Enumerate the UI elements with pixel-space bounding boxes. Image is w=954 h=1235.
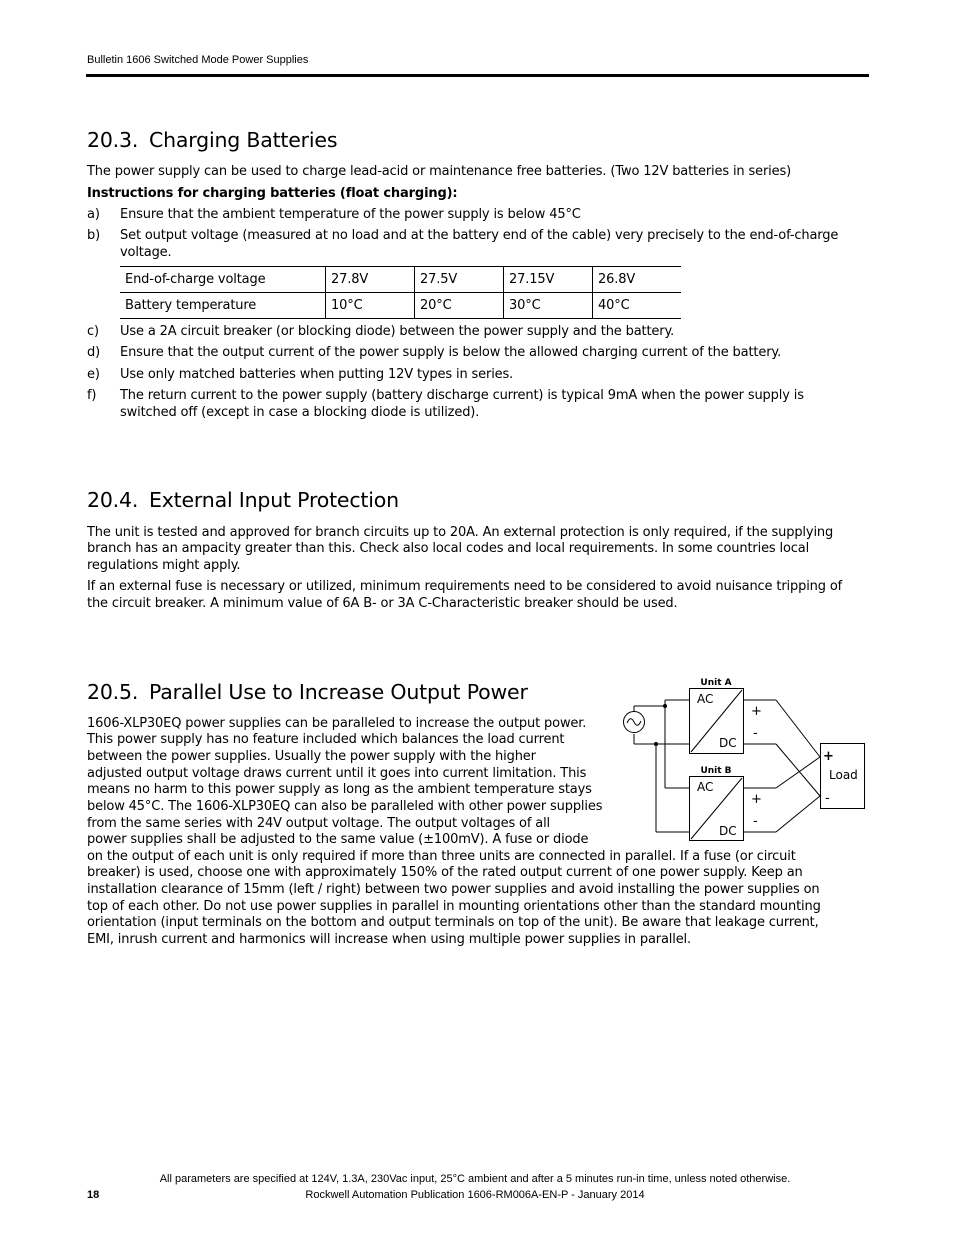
paragraph-line: below 45°C. The 1606-XLP30EQ can also be paralleled with other power supplies: [87, 799, 603, 814]
unit-a-ac-label: AC: [697, 692, 714, 706]
list-marker: f): [87, 388, 97, 403]
list-marker: d): [87, 345, 101, 360]
list-item: [87, 206, 867, 223]
list-marker: b): [87, 228, 101, 243]
list-item: [87, 227, 867, 261]
list-item: [87, 344, 867, 361]
section-title: External Input Protection: [149, 488, 399, 512]
paragraph-line: 1606-XLP30EQ power supplies can be paralleled to increase the output power.: [87, 716, 587, 731]
table-cell: 20°C: [415, 293, 504, 319]
list-item: [87, 323, 867, 340]
table-cell: 27.15V: [504, 267, 593, 293]
table-cell: 27.5V: [415, 267, 504, 293]
table-cell: 40°C: [593, 293, 682, 319]
unit-b-minus-label: -: [753, 814, 758, 829]
list-text: Use only matched batteries when putting 12V types in series.: [120, 367, 514, 382]
list-text: Set output voltage (measured at no load and at the battery end of the cable) very precisely to the end-of-charge: [120, 228, 839, 243]
paragraph-line: the circuit breaker. A minimum value of 6A B- or 3A C-Characteristic breaker should be used.: [87, 596, 678, 611]
list-marker: c): [87, 324, 99, 339]
section-number: 20.3.: [87, 128, 139, 152]
table-cell: 30°C: [504, 293, 593, 319]
paragraph-line: The unit is tested and approved for branch circuits up to 20A. An external protection is only required, if the supplying: [87, 525, 834, 540]
list-marker: a): [87, 207, 100, 222]
paragraph-line: from the same series with 24V output voltage. The output voltages of all: [87, 816, 550, 831]
unit-a-label: Unit A: [700, 678, 732, 688]
unit-a-minus-label: -: [753, 726, 758, 741]
unit-a-plus-label: +: [751, 704, 762, 719]
list-text: Use a 2A circuit breaker (or blocking diode) between the power supply and the battery.: [120, 324, 675, 339]
paragraph-line: regulations might apply.: [87, 558, 241, 573]
table-row: [120, 267, 681, 293]
charging-table: [120, 266, 681, 319]
publication-footer: Rockwell Automation Publication 1606-RM006A-EN-P - January 2014: [305, 1189, 645, 1201]
list-text: The return current to the power supply (battery discharge current) is typical 9mA when the power supply is: [120, 388, 804, 403]
paragraph-line: orientation (input terminals on the bottom and output terminals on top of the unit). Be aware that leakage current,: [87, 915, 819, 930]
paragraph-line: on the output of each unit is only required if more than three units are connected in parallel. If a fuse (or circuit: [87, 849, 796, 864]
document-header: Bulletin 1606 Switched Mode Power Supplies: [87, 54, 309, 66]
list-text: switched off (except in case a blocking diode is utilized).: [120, 405, 480, 420]
unit-b-dc-label: DC: [719, 824, 737, 838]
paragraph-line: breaker) is used, choose one with approximately 150% of the rated output current of one power supply. Keep an: [87, 865, 803, 880]
paragraph-line: installation clearance of 15mm (left / right) between two power supplies and avoid installing the power supplies on: [87, 882, 820, 897]
section-heading-20-3: [87, 128, 337, 152]
list-marker: e): [87, 367, 100, 382]
paragraph-line: power supplies shall be adjusted to the same value (±100mV). A fuse or diode: [87, 832, 589, 847]
paragraph-line: EMI, inrush current and harmonics will increase when using multiple power supplies in parallel.: [87, 932, 691, 947]
load-label: Load: [829, 768, 858, 782]
unit-b-label: Unit B: [700, 766, 732, 776]
paragraph: The power supply can be used to charge lead-acid or maintenance free batteries. (Two 12V batteries in series): [87, 164, 792, 179]
list-text: voltage.: [120, 245, 172, 260]
load-minus-label: -: [825, 791, 830, 806]
table-cell-label: End-of-charge voltage: [120, 267, 326, 293]
header-rule: [86, 74, 869, 77]
table-row: [120, 293, 681, 319]
parallel-wiring-diagram: [614, 670, 870, 845]
unit-b-plus-label: +: [751, 792, 762, 807]
footer-note: All parameters are specified at 124V, 1.3A, 230Vac input, 25°C ambient and after a 5 minutes run-in time, unless noted otherwise.: [159, 1173, 791, 1185]
instructions-heading: Instructions for charging batteries (float charging):: [87, 186, 458, 201]
unit-b-ac-label: AC: [697, 780, 714, 794]
section-heading-20-4: [87, 488, 399, 512]
table-cell-label: Battery temperature: [120, 293, 326, 319]
section-number: 20.5.: [87, 680, 139, 704]
list-item: [87, 387, 867, 421]
section-title: Charging Batteries: [149, 128, 338, 152]
paragraph-line: If an external fuse is necessary or utilized, minimum requirements need to be considered to avoid nuisance tripping of: [87, 579, 843, 594]
paragraph-line: This power supply has no feature included which balances the load current: [87, 732, 565, 747]
list-item: [87, 366, 867, 383]
paragraph-line: top of each other. Do not use power supplies in parallel in mounting orientations other than the standard mounting: [87, 899, 821, 914]
table-cell: 10°C: [326, 293, 415, 319]
load-plus-label: +: [823, 749, 834, 764]
page-number: 18: [87, 1189, 100, 1201]
paragraph-line: adjusted output voltage draws current until it goes into current limitation. This: [87, 766, 587, 781]
ac-source-icon: [624, 712, 645, 733]
list-text: Ensure that the ambient temperature of the power supply is below 45°C: [120, 207, 581, 222]
table-cell: 26.8V: [593, 267, 682, 293]
list-text: Ensure that the output current of the power supply is below the allowed charging current of the battery.: [120, 345, 782, 360]
paragraph-line: branch has an ampacity greater than this. Check also local codes and local requirements. In some countries local: [87, 541, 810, 556]
unit-a-dc-label: DC: [719, 736, 737, 750]
section-number: 20.4.: [87, 488, 139, 512]
section-title: Parallel Use to Increase Output Power: [149, 680, 528, 704]
paragraph-line: means no harm to this power supply as long as the ambient temperature stays: [87, 782, 592, 797]
table-cell: 27.8V: [326, 267, 415, 293]
paragraph-line: between the power supplies. Usually the power supply with the higher: [87, 749, 536, 764]
section-heading-20-5: [87, 680, 528, 704]
